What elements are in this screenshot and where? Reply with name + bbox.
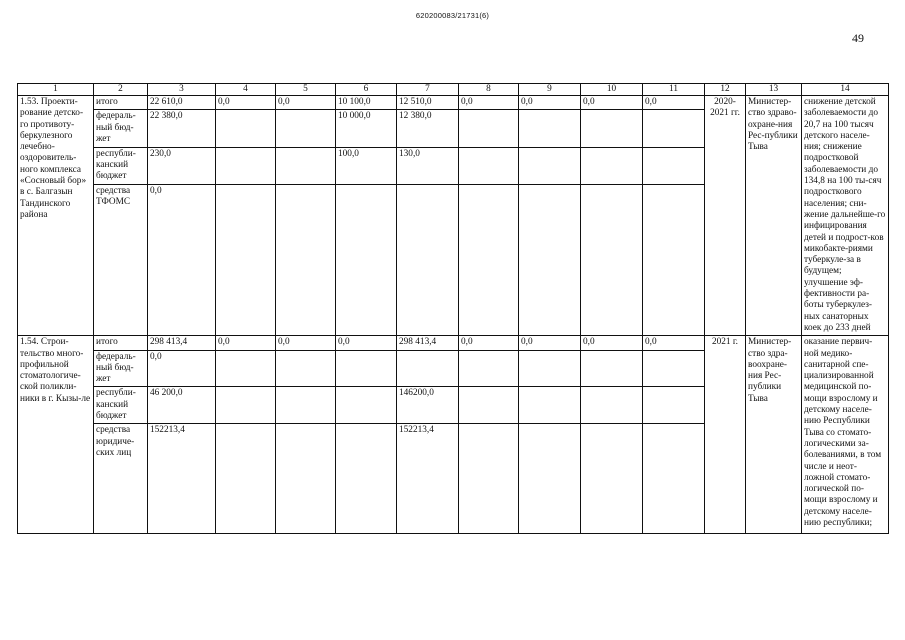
cell-value: 146200,0 [397, 387, 459, 424]
cell-value: 0,0 [216, 336, 276, 350]
col-num: 1 [18, 84, 94, 96]
cell-value: 0,0 [643, 96, 705, 110]
cell-value: 0,0 [276, 96, 336, 110]
col-num: 6 [336, 84, 397, 96]
cell-value: 12 380,0 [397, 110, 459, 147]
cell-value [216, 387, 276, 424]
funding-source: федераль-ный бюд-жет [94, 110, 148, 147]
col-num: 7 [397, 84, 459, 96]
cell-value [459, 424, 519, 534]
cell-value [581, 184, 643, 335]
cell-value: 152213,4 [397, 424, 459, 534]
cell-value: 130,0 [397, 147, 459, 184]
cell-value [276, 147, 336, 184]
cell-value [397, 350, 459, 387]
funding-source: республи-канский бюджет [94, 387, 148, 424]
cell-value [581, 350, 643, 387]
cell-value [581, 424, 643, 534]
col-num: 9 [519, 84, 581, 96]
cell-value: 0,0 [581, 96, 643, 110]
funding-source: республи-канский бюджет [94, 147, 148, 184]
cell-value [216, 147, 276, 184]
col-num: 10 [581, 84, 643, 96]
col-num: 2 [94, 84, 148, 96]
column-number-row [18, 84, 889, 96]
cell-value: 0,0 [336, 336, 397, 350]
col-num: 3 [148, 84, 216, 96]
col-num: 4 [216, 84, 276, 96]
cell-value [459, 387, 519, 424]
cell-value: 0,0 [581, 336, 643, 350]
funding-source: средства ТФОМС [94, 184, 148, 335]
cell-value: 46 200,0 [148, 387, 216, 424]
cell-value: 152213,4 [148, 424, 216, 534]
cell-value [276, 424, 336, 534]
cell-value [519, 110, 581, 147]
cell-value: 0,0 [459, 336, 519, 350]
document-id: 620200083/21731(6) [415, 11, 490, 20]
col-num: 12 [705, 84, 746, 96]
table-row [18, 96, 889, 110]
cell-value [336, 350, 397, 387]
cell-value: 230,0 [148, 147, 216, 184]
period: 2021 г. [705, 336, 746, 534]
cell-value [519, 147, 581, 184]
expected-result: оказание первич-ной медико-санитарной спе-циализированной медицинской по-мощи взрослому и детскому населе-нию Республики Тыва со стомато-логическими за-болеваниями, в том числе и неот-ложной стомато-логической по-мощи взрослому и детскому населе-нию республики; [802, 336, 889, 534]
cell-value: 10 000,0 [336, 110, 397, 147]
funding-source: итого [94, 96, 148, 110]
expected-result: снижение детской заболеваемости до 20,7 на 100 тысяч детского населе-ния; снижение подростковой заболеваемости до 134,8 на 100 ты-сяч подросткового населения; сни-жение дальнейше-го инфицирования детей и подрост-ков микобакте-риями туберкуле-за в будущем; улучшение эф-фективности ра-боты туберкулез-ных санаторных коек до 233 дней [802, 96, 889, 336]
program-table [17, 83, 889, 534]
cell-value [459, 350, 519, 387]
col-num: 11 [643, 84, 705, 96]
cell-value [336, 387, 397, 424]
cell-value [276, 110, 336, 147]
cell-value [276, 350, 336, 387]
cell-value: 0,0 [519, 336, 581, 350]
funding-source: итого [94, 336, 148, 350]
cell-value [459, 110, 519, 147]
executor: Министер-ство здра-воохране-ния Рес-публики Тыва [746, 336, 802, 534]
cell-value: 298 413,4 [397, 336, 459, 350]
cell-value: 298 413,4 [148, 336, 216, 350]
funding-source: средства юридиче-ских лиц [94, 424, 148, 534]
cell-value [216, 350, 276, 387]
cell-value [643, 387, 705, 424]
cell-value: 22 380,0 [148, 110, 216, 147]
page-number: 49 [852, 31, 864, 45]
col-num: 8 [459, 84, 519, 96]
cell-value [216, 424, 276, 534]
cell-value [643, 184, 705, 335]
cell-value [519, 424, 581, 534]
cell-value: 0,0 [459, 96, 519, 110]
cell-value [216, 184, 276, 335]
table-row [18, 336, 889, 350]
cell-value [276, 184, 336, 335]
period: 2020-2021 гг. [705, 96, 746, 336]
item-title: 1.53. Проекти-рование детско-го противоту-беркулезного лечебно-оздоровитель-ного комплекса «Сосновый бор» в с. Балгазын Тандинского района [18, 96, 94, 336]
cell-value: 0,0 [216, 96, 276, 110]
item-title: 1.54. Строи-тельство много-профильной стоматологиче-ской поликли-ники в г. Кызы-ле [18, 336, 94, 534]
cell-value [643, 147, 705, 184]
cell-value [519, 387, 581, 424]
cell-value [459, 147, 519, 184]
cell-value [519, 350, 581, 387]
cell-value [643, 350, 705, 387]
executor: Министер-ство здраво-охране-ния Рес-публики Тыва [746, 96, 802, 336]
cell-value [216, 110, 276, 147]
cell-value [397, 184, 459, 335]
cell-value: 0,0 [276, 336, 336, 350]
cell-value [581, 110, 643, 147]
cell-value [643, 110, 705, 147]
col-num: 13 [746, 84, 802, 96]
cell-value [336, 184, 397, 335]
cell-value: 0,0 [148, 184, 216, 335]
cell-value [519, 184, 581, 335]
cell-value [459, 184, 519, 335]
cell-value: 10 100,0 [336, 96, 397, 110]
col-num: 14 [802, 84, 889, 96]
cell-value [643, 424, 705, 534]
cell-value: 22 610,0 [148, 96, 216, 110]
cell-value [336, 424, 397, 534]
cell-value: 12 510,0 [397, 96, 459, 110]
cell-value [581, 147, 643, 184]
cell-value: 100,0 [336, 147, 397, 184]
cell-value [581, 387, 643, 424]
funding-source: федераль-ный бюд-жет [94, 350, 148, 387]
col-num: 5 [276, 84, 336, 96]
cell-value: 0,0 [519, 96, 581, 110]
cell-value: 0,0 [643, 336, 705, 350]
cell-value: 0,0 [148, 350, 216, 387]
cell-value [276, 387, 336, 424]
